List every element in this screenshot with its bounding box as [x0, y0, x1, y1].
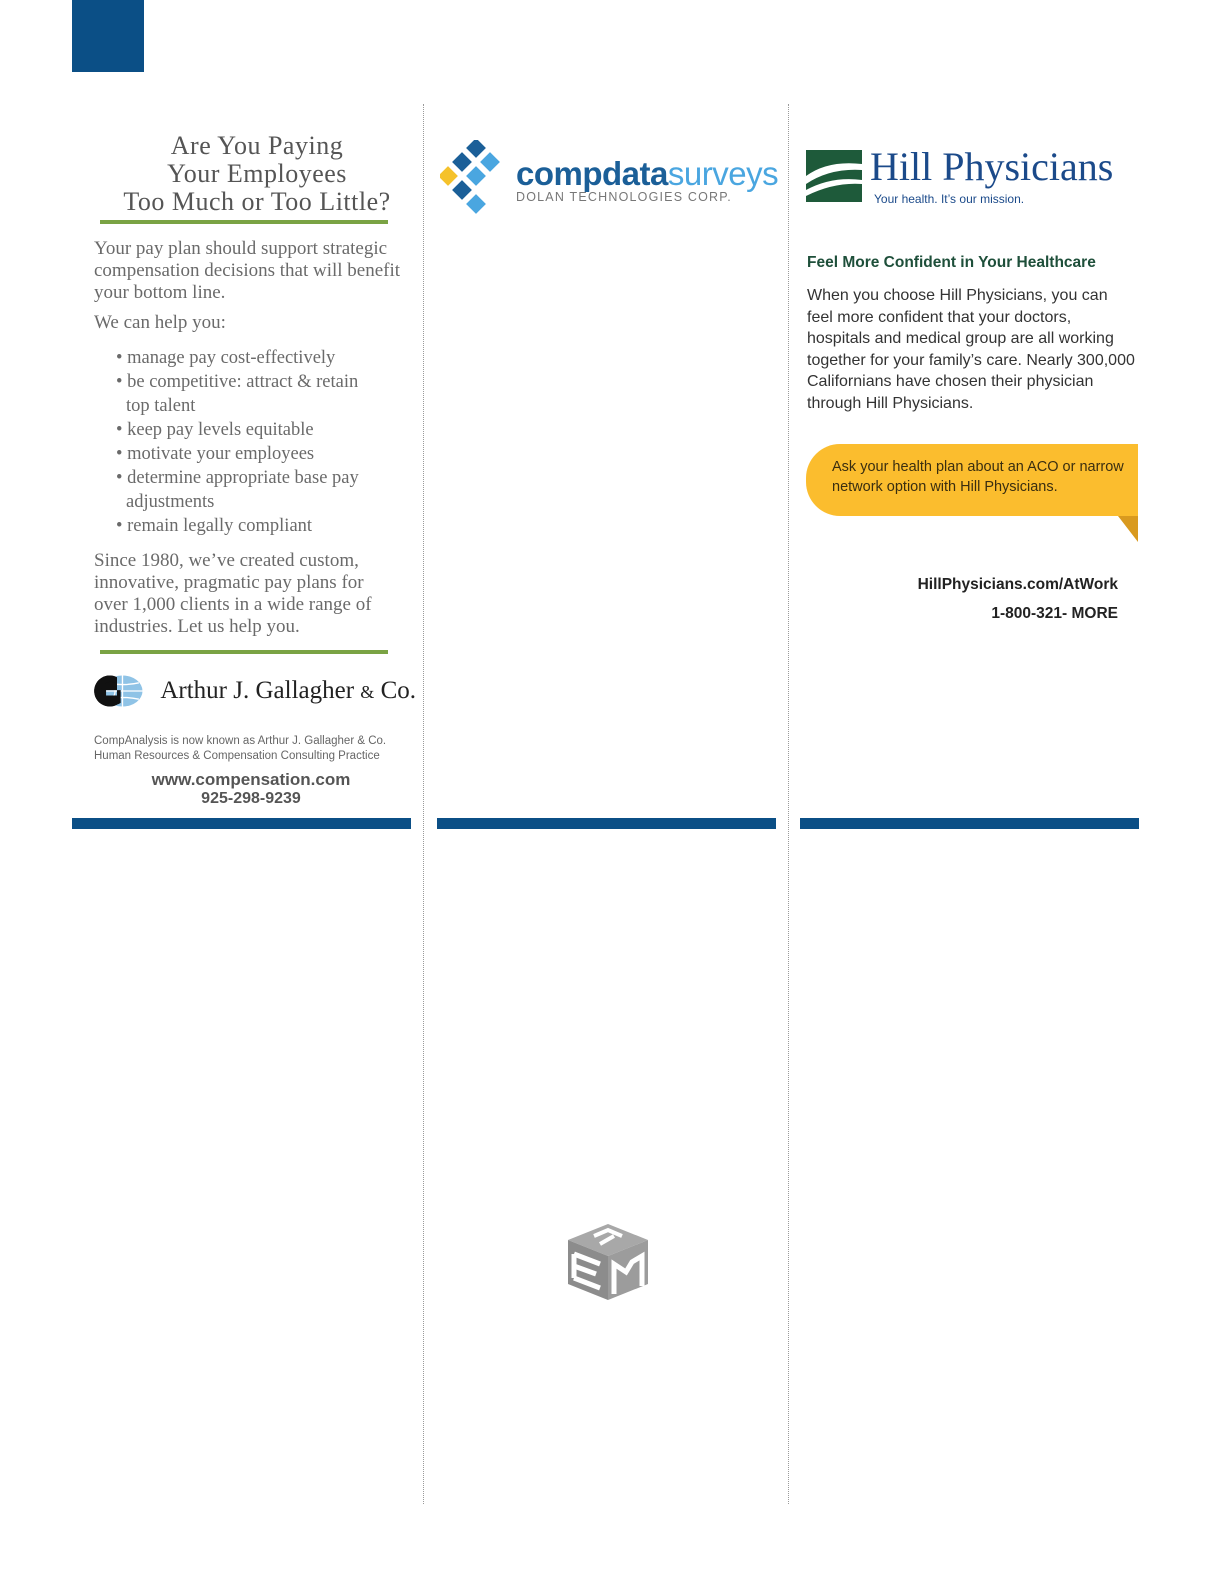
hill-physicians-name: Hill Physicians — [870, 144, 1114, 189]
gallagher-globe-icon — [86, 672, 144, 710]
rename-note — [94, 734, 416, 764]
hill-body — [807, 253, 1137, 414]
note-line: Human Resources & Compensation Consulting Practice — [94, 750, 380, 762]
callout-text: Ask your health plan about an ACO or narrow network option with Hill Physicians. — [832, 459, 1124, 495]
gallagher-ad — [86, 132, 416, 808]
compdata-logo — [440, 140, 778, 220]
green-divider — [100, 220, 388, 224]
gallagher-company-name — [160, 677, 416, 705]
column-footer-bar — [437, 818, 776, 829]
callout-bubble — [806, 444, 1138, 516]
wordmark-light: surveys — [667, 155, 779, 192]
wordmark-bold: compdata — [516, 155, 668, 192]
compdata-diamonds-icon — [440, 140, 510, 220]
compdata-subtitle: DOLAN TECHNOLOGIES CORP. — [516, 190, 732, 204]
company-amp: & — [360, 682, 375, 702]
benefit-item: • determine appropriate base pay adjustments — [116, 468, 359, 512]
benefit-list — [86, 346, 366, 538]
compdata-wordmark — [516, 156, 778, 192]
green-divider — [100, 650, 388, 654]
note-line: CompAnalysis is now known as Arthur J. Gallagher & Co. — [94, 735, 387, 747]
ad-headline — [98, 132, 416, 216]
benefit-item: • motivate your employees — [116, 444, 315, 464]
headline-line: Are You Paying — [170, 131, 344, 160]
hill-website-link[interactable]: HillPhysicians.com/AtWork — [917, 576, 1118, 593]
benefit-item: • keep pay levels equitable — [116, 420, 314, 440]
gallagher-phone: 925-298-9239 — [201, 790, 301, 807]
benefit-item: • be competitive: attract & retain top talent — [116, 372, 359, 416]
cem-cube-logo-icon — [566, 1222, 650, 1302]
corner-accent-block — [72, 0, 144, 72]
company-name-text: Arthur J. Gallagher — [160, 677, 355, 704]
benefit-item: • manage pay cost-effectively — [116, 348, 336, 368]
callout-tail — [1118, 516, 1138, 542]
gallagher-website-link[interactable]: www.compensation.com — [151, 770, 351, 789]
ad-closing: Since 1980, we’ve created custom, innovative, pragmatic pay plans for over 1,000 clients in a wide range of industries. Let us help you. — [94, 550, 372, 637]
company-suffix: Co. — [380, 677, 416, 704]
gallagher-logo — [86, 672, 416, 710]
hill-body-text: When you choose Hill Physicians, you can feel more confident that your doctors, hospitals and medical group are all working together for your family’s care. Nearly 300,000 Californians have chosen their physician through Hill Physicians. — [807, 287, 1135, 412]
gallagher-contact — [86, 770, 416, 808]
hill-physicians-logo — [806, 146, 1113, 206]
column-footer-bar — [72, 818, 411, 829]
ad-intro: Your pay plan should support strategic compensation decisions that will benefit your bottom line. — [94, 238, 401, 303]
hill-heading: Feel More Confident in Your Healthcare — [807, 254, 1096, 271]
hill-landscape-icon — [806, 146, 862, 202]
headline-line: Your Employees — [167, 159, 347, 188]
hill-tagline: Your health. It’s our mission. — [874, 192, 1025, 206]
column-footer-bar — [800, 818, 1139, 829]
help-lead: We can help you: — [94, 312, 226, 333]
column-divider — [788, 104, 789, 1504]
headline-line: Too Much or Too Little? — [123, 187, 391, 216]
hill-phone: 1-800-321- MORE — [991, 605, 1118, 622]
hill-contact — [918, 570, 1118, 628]
column-divider — [423, 104, 424, 1504]
benefit-item: • remain legally compliant — [116, 516, 313, 536]
